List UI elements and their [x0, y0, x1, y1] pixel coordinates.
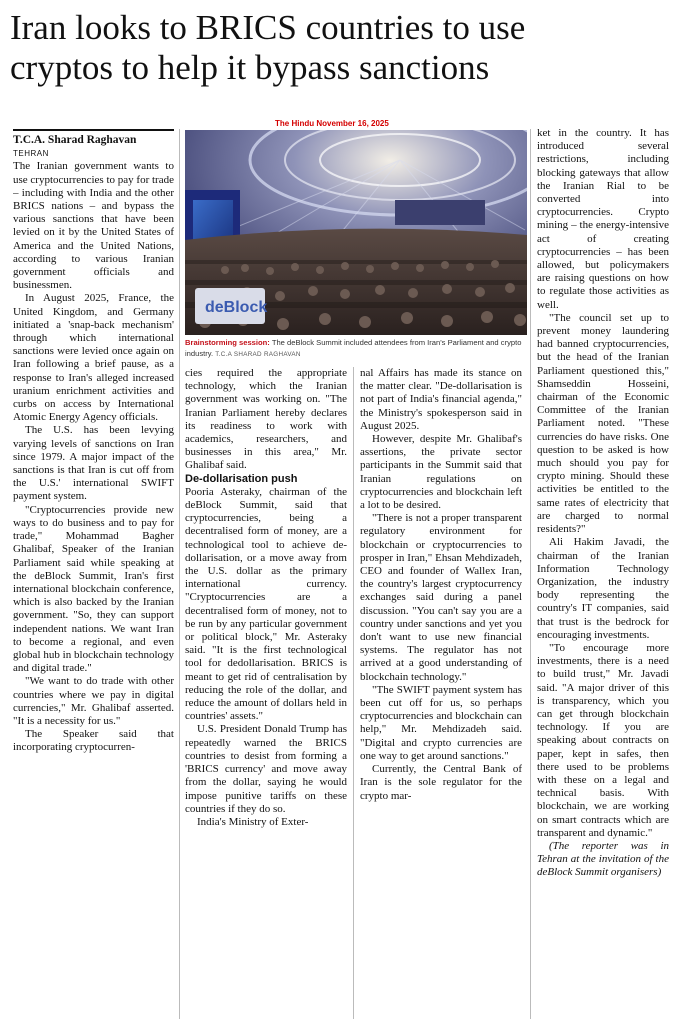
column-4 — [537, 127, 669, 1019]
paragraph: Ali Hakim Javadi, the chairman of the Iranian Information Technology Organization, the industry body representing the country's IT companies, said that trust is the bedrock for encouraging investments. — [537, 536, 669, 641]
paragraph: Pooria Asteraky, chairman of the deBlock Summit, said that cryptocurrencies, being a decentralised form of money, are a technological tool to achieve de-dollarisation, or a move away from the U.S. dollar as the primary international currency. "Cryptocurrencies are a decentralised form of money, not to be run by any particular government or political block," Mr. Asteraky said. "It is the first technological tool for dedollarisation. BRICS is meant to get rid of centralisation by reducing the role of the dollar, and reduce the amount of dollars held in countries' assets." — [185, 485, 347, 723]
paragraph: The U.S. has been levying varying levels of sanctions on Iran since 1979. A major impact of the sanctions is that Iran is cut off from the U.S.' international SWIFT payment system. — [13, 424, 174, 503]
photo-caption — [185, 338, 527, 360]
paragraph: nal Affairs has made its stance on the matter clear. "De-dollarisation is not part of India's financial agenda," the Ministry's spokesperson said in August 2025. — [360, 367, 522, 432]
paragraph: "The council set up to prevent money laundering had banned cryptocurrencies, but the head of the Iranian Parliament questioned this," Shamseddin Hosseini, chairman of the Economic Committee of the Iranian Parliament noted. "These currencies do have risks. One question to be asked is how much should you pay for crypto mining. Should these activities be entitled to the same rates of electricity that are charged to normal residents?" — [537, 311, 669, 536]
summit-photo — [185, 130, 527, 335]
headline-line-1: Iran looks to BRICS countries to use — [10, 8, 526, 47]
paragraph: "There is not a proper transparent regulatory environment for blockchain or cryptocurrencies to prosper in Iran," Ehsan Mehdizadeh, CEO and founder of Wallex Iran, the country's largest cryptocurrency exchanges said during a panel discussion. "You can't say you are a country under sanctions and yet you don't want to use new financial systems. The regulator has not arrived at a good understanding of blockchain technology." — [360, 512, 522, 683]
source-stamp: The Hindu November 16, 2025 — [275, 119, 389, 128]
column-3 — [360, 367, 522, 1019]
paragraph: "To encourage more investments, there is a need to build trust," Mr. Javadi said. "A major driver of this is transparency, which you can get through blockchain technology. If you are speaking about contracts on paper, kept in safes, then there used to be problems with these on a legal and technical basis. With blockchain, we are working on smart contracts which are transparent and dynamic." — [537, 641, 669, 839]
caption-text: The deBlock Summit included attendees from Iran's Parliament and crypto industry. — [185, 338, 522, 358]
paragraph: India's Ministry of Exter- — [197, 815, 309, 828]
photo-banner-text: deBlock — [205, 299, 268, 316]
caption-lead: Brainstorming session: — [185, 338, 270, 347]
column-divider — [530, 129, 531, 1019]
paragraph: The Iranian government wants to use cryptocurrencies to pay for trade – including with India and the other BRICS nations – and bypass the various sanctions that have been levied on it by the United States of America and the United Nations, according to various Iranian government officials and businessmen. — [13, 160, 174, 292]
paragraph: Currently, the Central Bank of Iran is the sole regulator for the crypto mar- — [360, 763, 522, 802]
paragraph: However, despite Mr. Ghalibaf's assertions, the private sector participants in the Summit said that Iranian regulations on cryptocurrencies and blockchain left a lot to be desired. — [360, 433, 522, 512]
reporter-note: (The reporter was in Tehran at the invitation of the deBlock Summit organisers) — [537, 839, 669, 879]
headline-line-2: cryptos to help it bypass sanctions — [10, 48, 490, 87]
paragraph: "Cryptocurrencies provide new ways to do business and to pay for trade," Mohammad Bagher Ghalibaf, Speaker of the Iranian Parliament said while speaking at the deBlock Summit, Iran's first international blockchain conference, which is also backed by the Iranian government. "So, they can support independent nations. We want Iran to become a regional, and even global hub in blockchain technology and digital trade." — [13, 503, 174, 675]
column-2 — [185, 367, 347, 1019]
column-divider — [179, 129, 180, 1019]
paragraph: "We want to do trade with other countries where we pay in digital currencies," Mr. Ghalibaf asserted. "It is a necessity for us." — [13, 675, 174, 727]
dateline: TEHRAN — [13, 149, 49, 159]
paragraph: ket in the country. It has introduced several restrictions, including blocking gateways that allow the Iranian Rial to be converted into cryptocurrencies. Crypto mining – the energy-intensive act of creating cryptocurrencies – has been allowed, but policymakers are raising questions on how to regulate those activities as well. — [537, 127, 669, 311]
column-divider — [353, 367, 354, 1019]
subhead: De-dollarisation push — [185, 472, 298, 485]
paragraph: cies required the appropriate technology, which the Iranian government was working on. "The Iranian Parliament hereby declares its readiness to work with academics, researchers, and businesses in this area," Mr. Ghalibaf said. — [185, 367, 347, 472]
paragraph: U.S. President Donald Trump has repeatedly warned the BRICS countries to desist from forming a 'BRICS currency' and move away from the dollar, saying he would impose punitive tariffs on these countries if they do so. — [185, 723, 347, 815]
paragraph: In August 2025, France, the United Kingdom, and Germany initiated a 'snap-back mechanism' through which international sanctions were levied once again on Iran following a brief pause, as a response to Iran's alleged increased uranium enrichment activities and curbs on access by International Atomic Energy Agency officials. — [13, 292, 174, 424]
paragraph: "The SWIFT payment system has been cut off for us, so perhaps cryptocurrencies and blockchain can help," Mr. Mehdizadeh said. "Digital and crypto currencies are one way to get around sanctions." — [360, 683, 522, 762]
headline — [10, 8, 670, 88]
column-1 — [13, 129, 174, 1019]
caption-credit: T.C.A SHARAD RAGHAVAN — [215, 350, 301, 358]
paragraph: The Speaker said that incorporating cryptocurren- — [13, 728, 174, 754]
byline: T.C.A. Sharad Raghavan — [13, 129, 174, 147]
